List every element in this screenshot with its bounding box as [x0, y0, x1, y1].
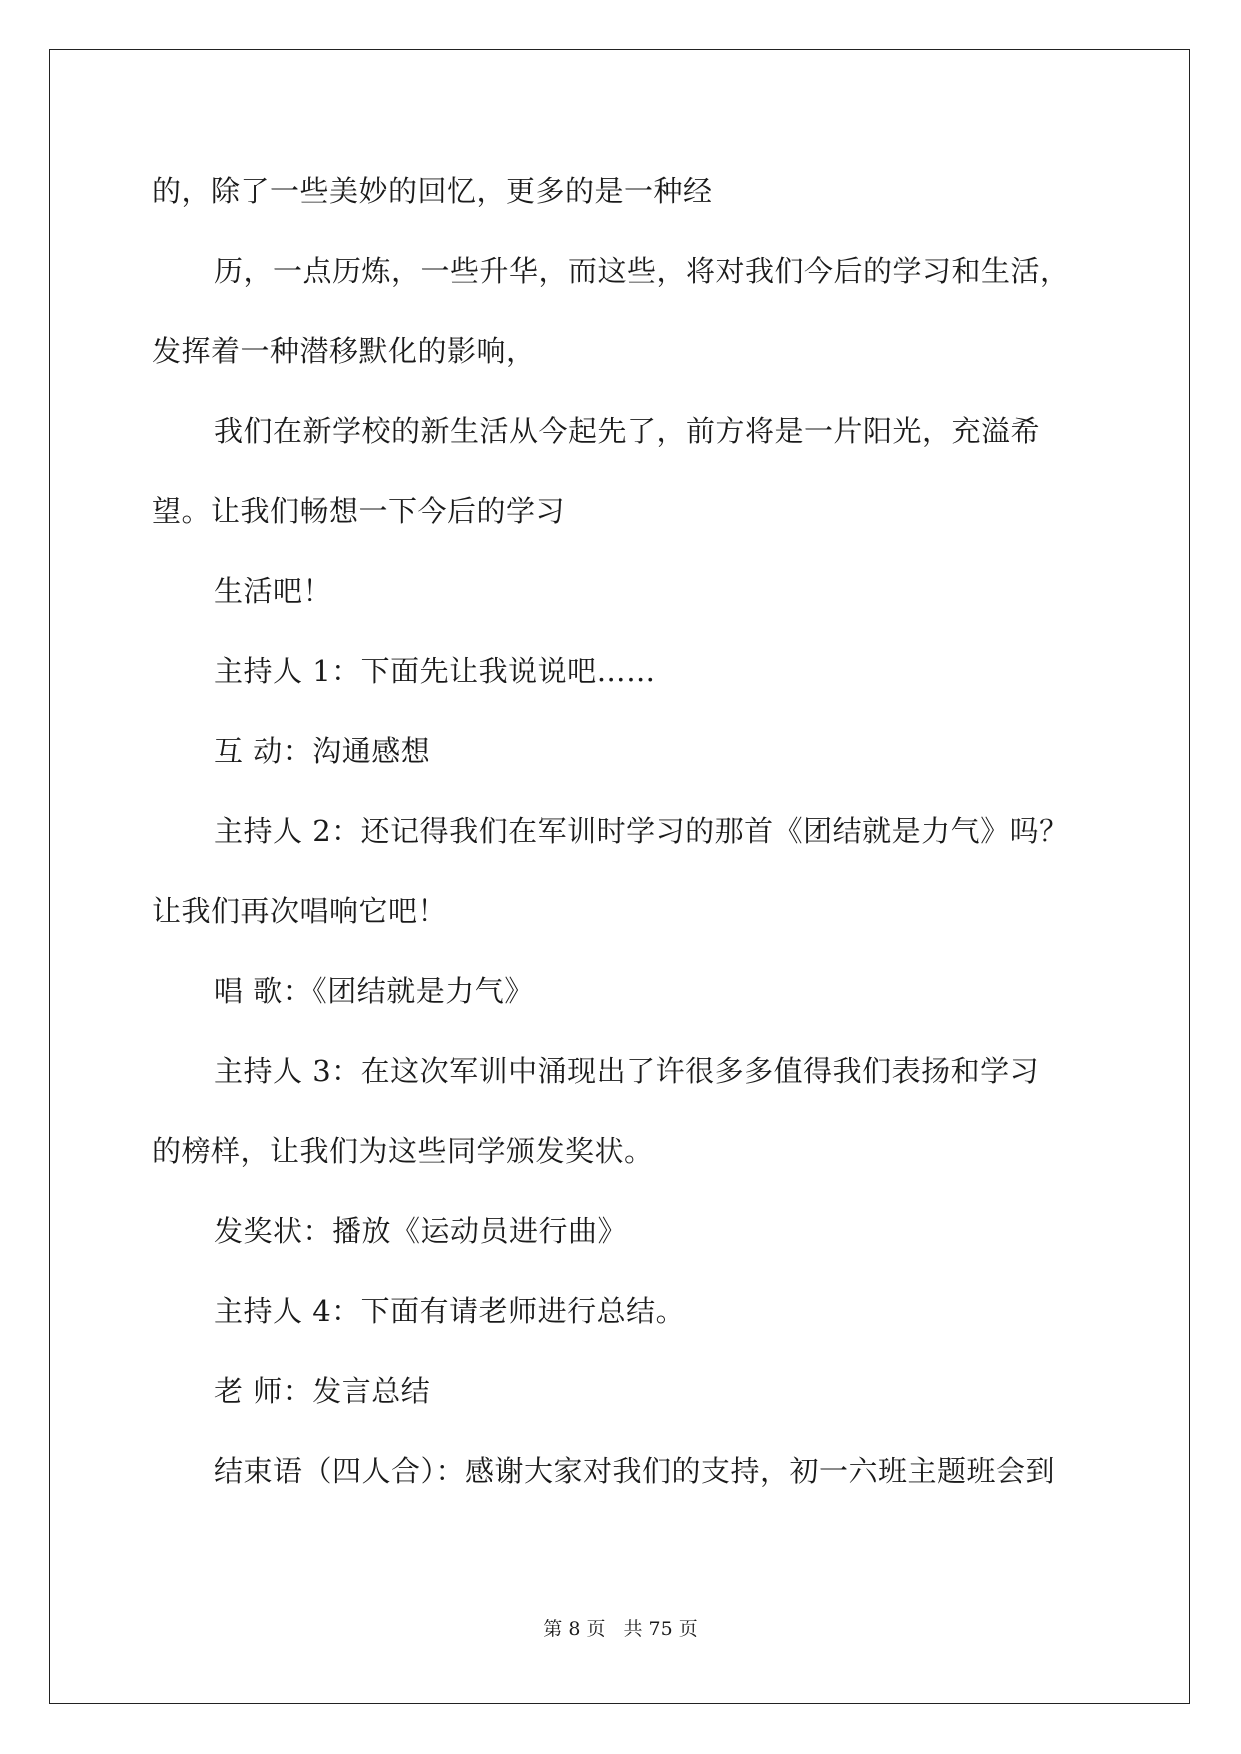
text-line: 发挥着一种潜移默化的影响，	[152, 334, 536, 368]
text-line: 我们在新学校的新生活从今起先了，前方将是一片阳光，充溢希	[214, 414, 1041, 448]
text-line: 老 师：发言总结	[214, 1374, 431, 1408]
text-line: 的榜样，让我们为这些同学颁发奖状。	[152, 1134, 654, 1168]
text-line: 唱 歌：《团结就是力气》	[214, 974, 534, 1008]
page-footer	[0, 1617, 1241, 1641]
text-line: 互 动：沟通感想	[214, 734, 431, 768]
text-line: 主持人 1：下面先让我说说吧……	[214, 654, 656, 688]
page-number: 第 8 页	[543, 1618, 606, 1640]
text-line: 生活吧！	[214, 574, 333, 608]
text-line: 主持人 4：下面有请老师进行总结。	[214, 1294, 686, 1328]
text-line: 让我们再次唱响它吧！	[152, 894, 448, 928]
page-total: 共 75 页	[623, 1618, 698, 1640]
text-line: 望。让我们畅想一下今后的学习	[152, 494, 566, 528]
text-line: 历，一点历炼，一些升华，而这些，将对我们今后的学习和生活，	[214, 254, 1070, 288]
text-line: 发奖状：播放《运动员进行曲》	[214, 1214, 628, 1248]
text-line: 主持人 3：在这次军训中涌现出了许很多多值得我们表扬和学习	[214, 1054, 1040, 1088]
text-line: 主持人 2：还记得我们在军训时学习的那首《团结就是力气》吗？	[214, 814, 1069, 848]
text-line: 结束语（四人合）：感谢大家对我们的支持，初一六班主题班会到	[214, 1454, 1056, 1488]
text-line: 的，除了一些美妙的回忆，更多的是一种经	[152, 174, 713, 208]
